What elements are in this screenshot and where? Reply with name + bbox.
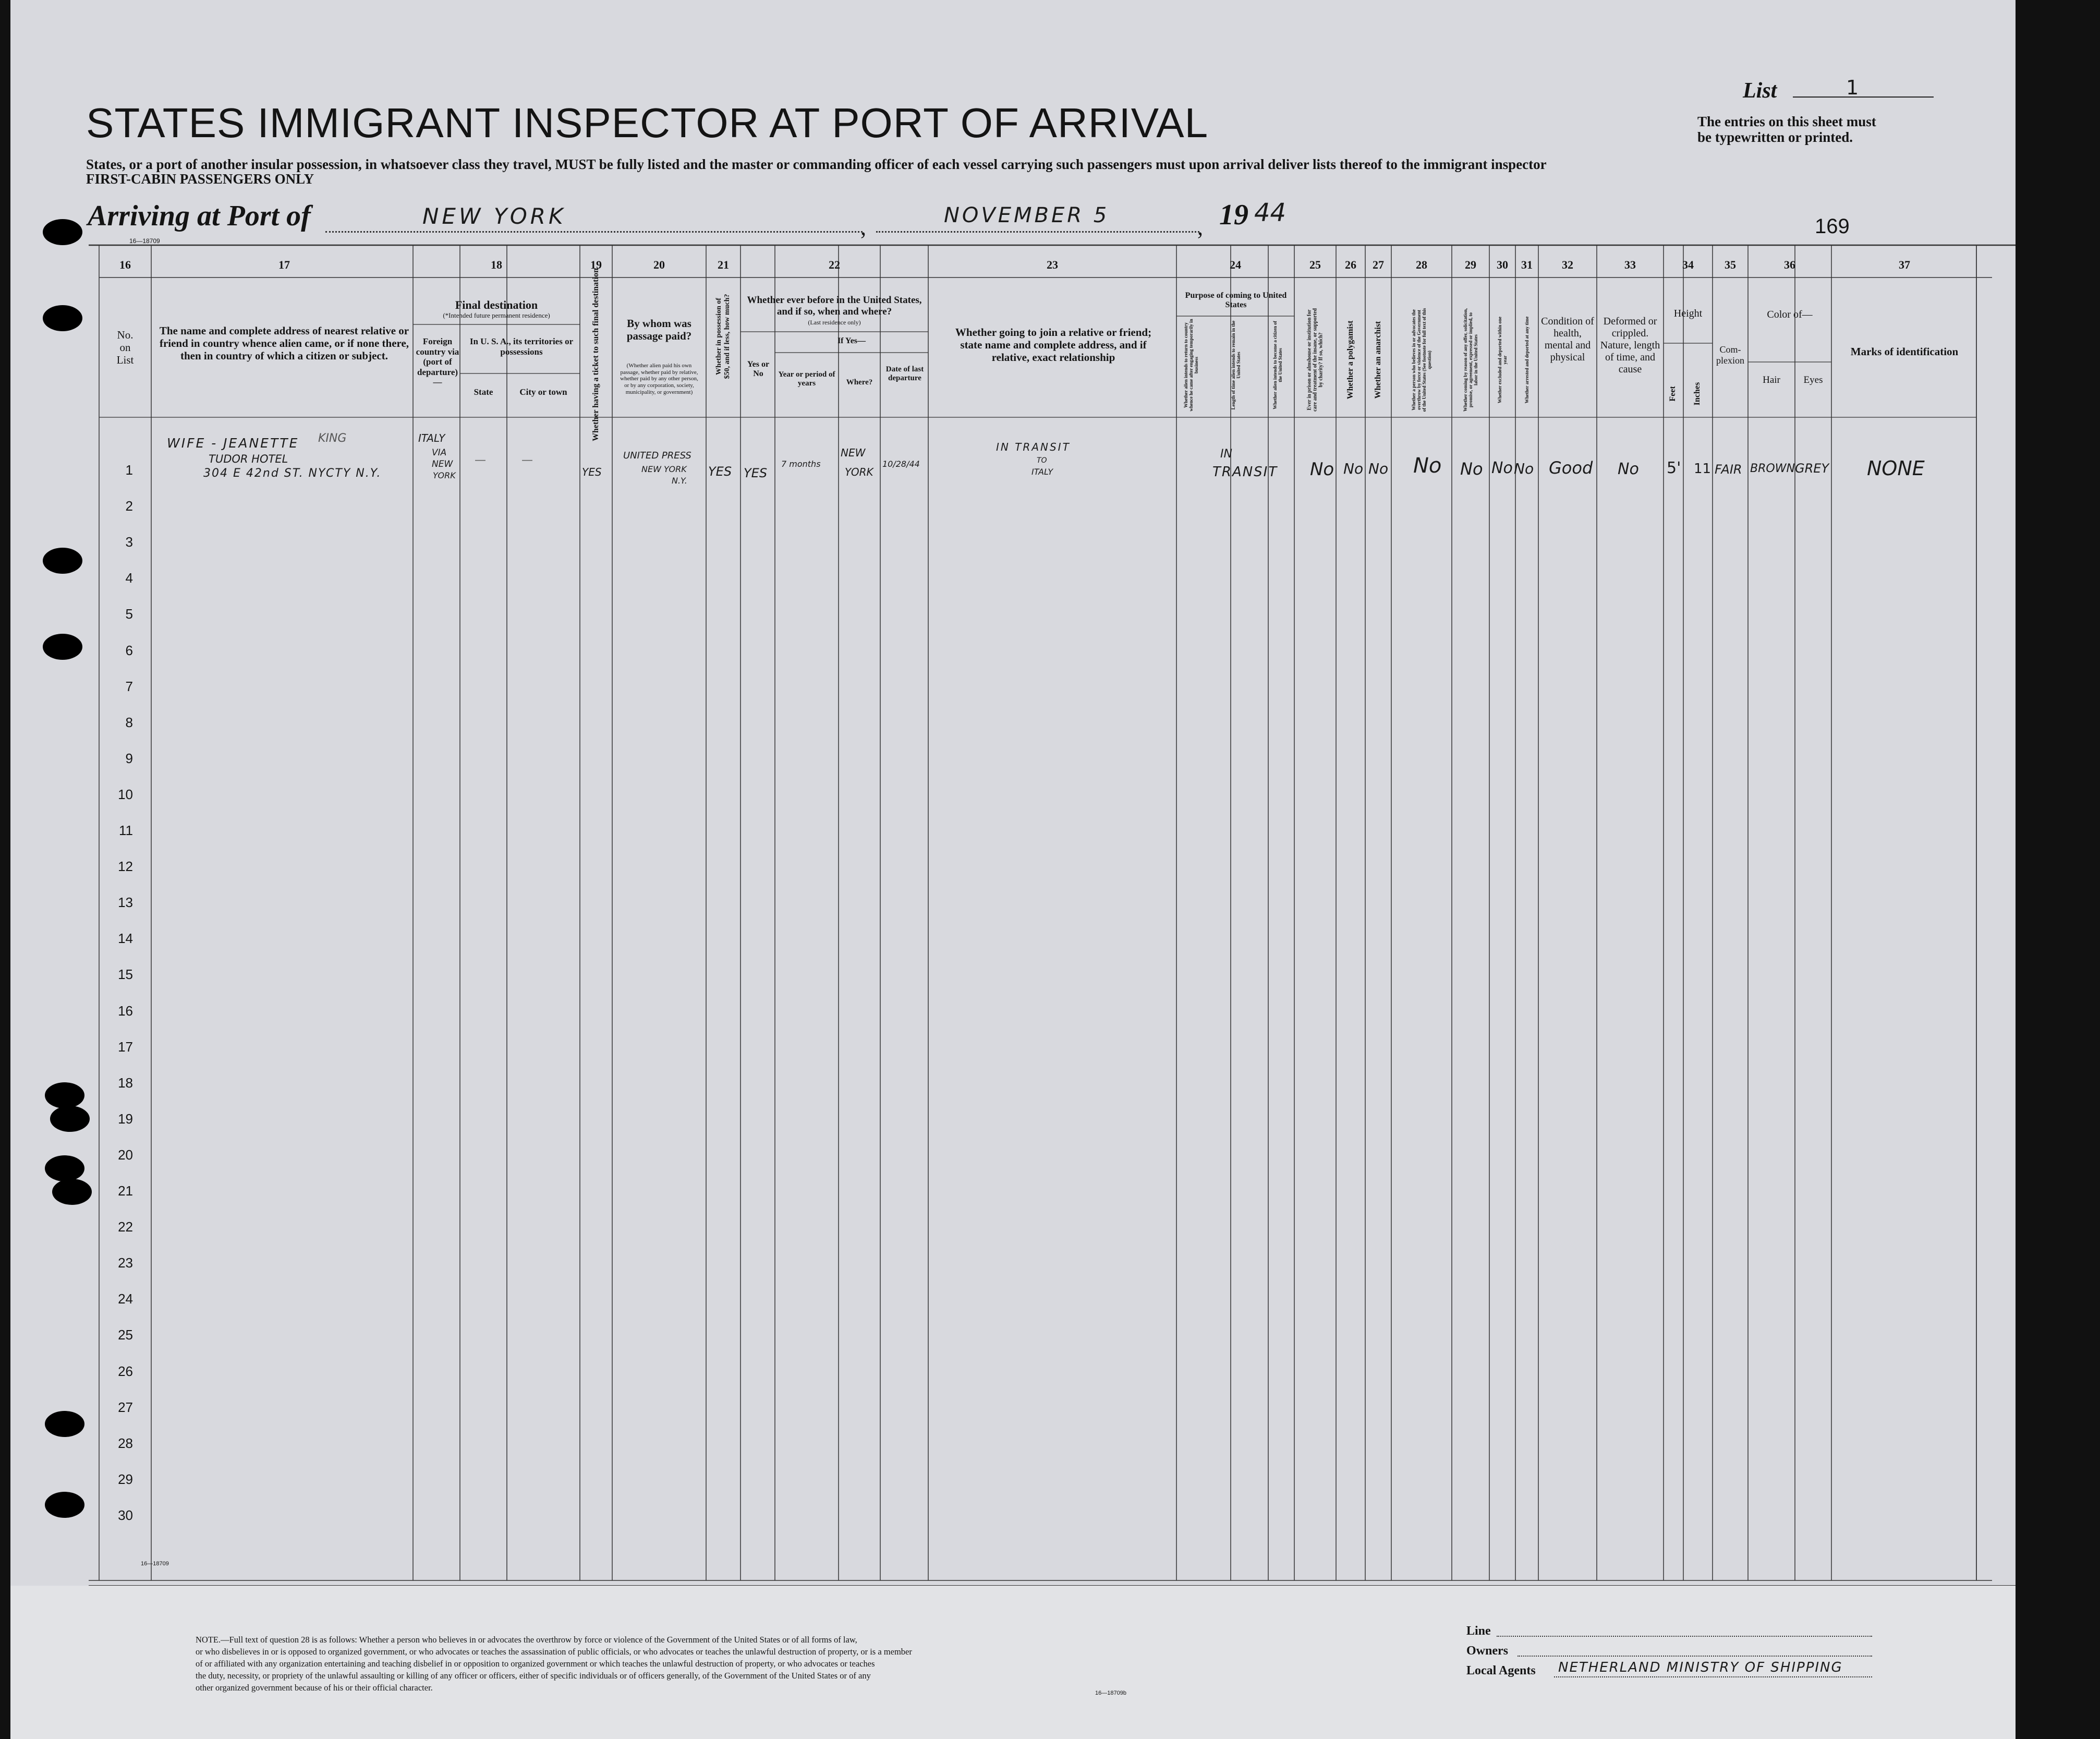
row-number: 7 [125, 678, 133, 694]
marks-value: NONE [1867, 457, 1925, 480]
col-num-23: 23 [1047, 258, 1058, 271]
footnote-line: or who disbelieves in or is opposed to organized government, or who advocates or teaches the assassination of public officials, or who advocates or teaches the unlawful destruction of property, or is a member [196, 1647, 912, 1657]
row-number: 5 [125, 606, 133, 622]
col-num-25: 25 [1309, 258, 1321, 271]
before-value: YES [744, 466, 768, 480]
row-number: 26 [118, 1363, 133, 1379]
punch-hole [45, 1492, 84, 1518]
punch-hole [52, 1179, 92, 1205]
col-19-header: Whether having a ticket to such final destination [591, 268, 600, 441]
state-value: — [475, 454, 486, 467]
relative-name-tail: KING [318, 432, 347, 445]
col-num-35: 35 [1725, 258, 1736, 271]
height-inches: 11 [1694, 461, 1711, 477]
col-24-b: Length of time alien intends to remain in the United States [1231, 320, 1241, 410]
relative-line-2: TUDOR HOTEL [209, 453, 288, 465]
page-subtitle: States, or a port of another insular possession, in whatsoever class they travel, MUST be fully listed and the master or commanding officer of each vessel carrying such passengers must upon arrival deliver lists thereof to the immigrant inspector [86, 156, 1547, 172]
joining-1: IN TRANSIT [996, 441, 1071, 453]
arriving-date: NOVEMBER 5 [944, 203, 1110, 227]
deformed-value: No [1618, 460, 1639, 478]
page-number: 169 [1815, 215, 1850, 238]
departure-port-1: NEW [432, 459, 453, 469]
col-num-27: 27 [1373, 258, 1384, 271]
col-24-a: Whether alien intends to return to country whence he came after engaging temporarily in business [1183, 319, 1199, 412]
row-number: 9 [125, 750, 133, 766]
row-number: 6 [125, 642, 133, 658]
col-34-inches: Inches [1693, 382, 1702, 406]
row-number: 20 [118, 1146, 133, 1163]
arriving-label: Arriving at Port of [88, 200, 311, 232]
paid-by-1: UNITED PRESS [623, 450, 691, 461]
page-title: STATES IMMIGRANT INSPECTOR AT PORT OF ARRIVAL [86, 100, 1209, 146]
purpose-1: IN [1220, 448, 1232, 461]
row-number: 29 [118, 1471, 133, 1487]
col-22-sub: (Last residence only) [808, 319, 861, 326]
row-number: 21 [118, 1183, 133, 1199]
col-num-26: 26 [1345, 258, 1356, 271]
col-27-header: Whether an anarchist [1374, 321, 1382, 399]
col-num-28: 28 [1416, 258, 1427, 271]
col-30-header: Whether excluded and deported within one year [1497, 316, 1508, 404]
col-22-header: Whether ever before in the United States, and if so, when and where? [747, 295, 922, 317]
arriving-port: NEW YORK [422, 203, 566, 229]
row-number: 8 [125, 714, 133, 730]
punch-hole [45, 1155, 84, 1181]
col-num-19: 19 [590, 258, 602, 271]
col-num-16: 16 [119, 258, 131, 271]
col-33-header: Deformed or crippled. Nature, length of time, and cause [1600, 316, 1660, 375]
col-16-header: No. on List [116, 329, 134, 367]
col-18-sub: (*Intended future permanent residence) [443, 311, 550, 319]
list-label: List [1743, 79, 1777, 103]
form-code-note: 16—18709b [1095, 1690, 1126, 1696]
agents-label: Local Agents [1466, 1664, 1536, 1677]
col-32-header: Condition of health, mental and physical [1541, 316, 1594, 363]
labor-value: No [1460, 459, 1483, 479]
owners-underline [1518, 1656, 1872, 1657]
row-number: 30 [118, 1507, 133, 1523]
col-29-header: Whether coming by reason of any offer, solicitation, promise, or agreement, expressed or implied, to labor in the United States [1463, 308, 1478, 412]
col-34-header: Height [1673, 308, 1703, 319]
row-number: 4 [125, 570, 133, 586]
form-code-top: 16—18709 [129, 237, 160, 245]
col-num-17: 17 [278, 258, 290, 271]
col-20-header: By whom was passage paid? [626, 317, 692, 343]
col-22-year: Year or period of years [778, 370, 835, 388]
city-value: — [521, 454, 533, 467]
row-number: 28 [118, 1435, 133, 1451]
complexion-value: FAIR [1715, 462, 1742, 477]
row-number: 3 [125, 534, 133, 550]
comma: , [860, 214, 866, 240]
col-18-foreign: Foreign country via (port of departure)— [416, 336, 459, 388]
date-underline [876, 231, 1199, 233]
money-value: YES [708, 464, 732, 479]
punch-hole [43, 548, 82, 574]
year-prefix: 19 [1219, 199, 1248, 231]
relative-line-1: WIFE - JEANETTE [167, 436, 299, 451]
notice-line-1: The entries on this sheet must [1697, 114, 1876, 129]
col-num-37: 37 [1899, 258, 1910, 271]
col-26-header: Whether a polygamist [1346, 320, 1355, 400]
where-2: YORK [845, 466, 873, 478]
col-23-header: Whether going to join a relative or friend; state name and complete address, and if relative, exact relationship [955, 326, 1152, 364]
polygamist-value: No [1343, 460, 1364, 477]
row-number: 19 [118, 1110, 133, 1127]
paid-by-2: NEW YORK [641, 464, 687, 474]
health-value: Good [1549, 458, 1593, 478]
row-number: 27 [118, 1399, 133, 1415]
comma: , [1197, 214, 1203, 240]
row-number: 15 [118, 967, 133, 983]
row-number: 24 [118, 1291, 133, 1307]
eyes-value: GREY [1795, 461, 1829, 476]
col-35-header: Com- plexion [1716, 344, 1744, 366]
departure-date: 10/28/44 [882, 459, 920, 469]
col-18-usa: In U. S. A., its territories or possessions [469, 336, 574, 357]
height-feet: 5' [1667, 459, 1681, 477]
period-value: 7 months [781, 459, 821, 469]
col-num-20: 20 [653, 258, 665, 271]
joining-2: TO [1037, 456, 1047, 465]
row-number: 13 [118, 895, 133, 911]
manifest-sheet [10, 0, 2016, 1739]
row-number: 18 [118, 1074, 133, 1091]
col-num-21: 21 [718, 258, 729, 271]
purpose-2: TRANSIT [1212, 464, 1278, 480]
row-number: 2 [125, 498, 133, 514]
footnote [196, 1634, 1186, 1694]
ticket-value: YES [582, 466, 602, 478]
prison-value: No [1310, 459, 1334, 480]
footnote-line: NOTE.—Full text of question 28 is as follows: Whether a person who believes in or advocates the overthrow by force or violence of the Government of the United States or of all forms of law, [196, 1635, 857, 1645]
col-22-ifyes: If Yes— [837, 336, 866, 345]
punch-hole [43, 219, 82, 245]
list-underline [1793, 96, 1934, 98]
col-num-31: 31 [1521, 258, 1533, 271]
col-18-header: Final destination [455, 298, 538, 311]
row-number: 10 [118, 786, 133, 802]
col-36-eyes: Eyes [1803, 375, 1823, 385]
col-num-34: 34 [1682, 258, 1694, 271]
col-num-30: 30 [1497, 258, 1508, 271]
col-num-36: 36 [1784, 258, 1795, 271]
list-value: 1 [1846, 76, 1859, 99]
col-25-header: Ever in prison or almshouse or institution for care and treatment of the insane, or supported by charity? If so, which? [1306, 308, 1324, 412]
col-31-header: Whether arrested and deported at any time [1524, 316, 1530, 404]
row-number: 12 [118, 859, 133, 875]
arriving-underline [325, 231, 863, 233]
agents-underline [1554, 1676, 1872, 1677]
footnote-line: of or affiliated with any organization entertaining and teaching disbelief in or opposition to organized government or which teaches the unlawful destruction of property, or who advocates or teaches [196, 1659, 875, 1669]
relative-line-3: 304 E 42nd ST. NYCTY N.Y. [203, 467, 382, 480]
agents-value: NETHERLAND MINISTRY OF SHIPPING [1558, 1660, 1843, 1675]
col-37-header: Marks of identification [1850, 345, 1959, 358]
punch-hole [50, 1106, 90, 1132]
col-34-feet: Feet [1668, 386, 1677, 402]
col-num-32: 32 [1562, 258, 1573, 271]
row-number: 11 [119, 823, 133, 838]
overthrow-value: No [1413, 454, 1442, 478]
row-number: 14 [118, 931, 133, 947]
via: VIA [432, 448, 447, 458]
row-number: 1 [125, 462, 133, 478]
col-36-hair: Hair [1763, 375, 1780, 385]
owners-label: Owners [1466, 1644, 1508, 1658]
col-28-header: Whether a person who believes in or advocates the overthrow by force or violence of the Government of the United States (See footnote for full text of this question) [1411, 308, 1432, 412]
col-num-29: 29 [1465, 258, 1476, 271]
col-18-state: State [474, 387, 493, 397]
col-22-yesno: Yes or No [747, 360, 770, 379]
row-number: 25 [118, 1327, 133, 1343]
departure-port-2: YORK [433, 470, 456, 480]
punch-hole [45, 1411, 84, 1437]
row-number: 22 [118, 1219, 133, 1235]
col-20-sub: (Whether alien paid his own passage, whether paid by relative, whether paid by any other person, or by any corporation, society, municipality, or government) [620, 363, 698, 395]
class-line: FIRST-CABIN PASSENGERS ONLY [86, 171, 314, 187]
col-36-header: Color of— [1767, 309, 1813, 320]
hair-value: BROWN [1750, 462, 1795, 475]
where-1: NEW [841, 446, 866, 459]
joining-3: ITALY [1031, 467, 1053, 477]
punch-hole [43, 634, 82, 660]
anarchist-value: No [1368, 460, 1389, 477]
arrested-value: No [1514, 460, 1534, 477]
paid-by-3: N.Y. [672, 476, 687, 486]
footnote-line: other organized government because of his or their official character. [196, 1683, 433, 1693]
col-22-date: Date of last departure [885, 365, 924, 383]
line-label: Line [1466, 1624, 1491, 1638]
col-num-33: 33 [1624, 258, 1636, 271]
col-17-header: The name and complete address of nearest relative or friend in country whence alien came, or if none there, then in country of which a citizen or subject. [159, 324, 409, 363]
excluded-value: No [1491, 459, 1513, 477]
notice-line-2: be typewritten or printed. [1697, 129, 1853, 145]
line-underline [1497, 1636, 1872, 1637]
year-suffix: 44 [1254, 198, 1286, 227]
col-24-header: Purpose of coming to United States [1185, 291, 1287, 310]
col-24-c: Whether alien intends to become a citizen of the United States [1272, 321, 1283, 409]
col-num-18: 18 [491, 258, 502, 271]
col-22-where: Where? [846, 378, 873, 387]
foreign-country: ITALY [418, 432, 445, 444]
col-21-header: Whether in possession of $50, and if less, how much? [715, 294, 731, 379]
col-num-24: 24 [1230, 258, 1241, 271]
row-number: 16 [118, 1003, 133, 1019]
row-number: 23 [118, 1255, 133, 1271]
row-number: 17 [118, 1038, 133, 1055]
col-18-city: City or town [519, 387, 567, 397]
form-code-bottom: 16—18709 [141, 1561, 169, 1567]
punch-hole [43, 305, 82, 331]
col-num-22: 22 [829, 258, 840, 271]
punch-hole [45, 1082, 84, 1108]
footnote-line: the duty, necessity, or propriety of the unlawful assaulting or killing of any officer or officers, either of specific individuals or of officers generally, of the Government of the United States or of any [196, 1671, 871, 1681]
